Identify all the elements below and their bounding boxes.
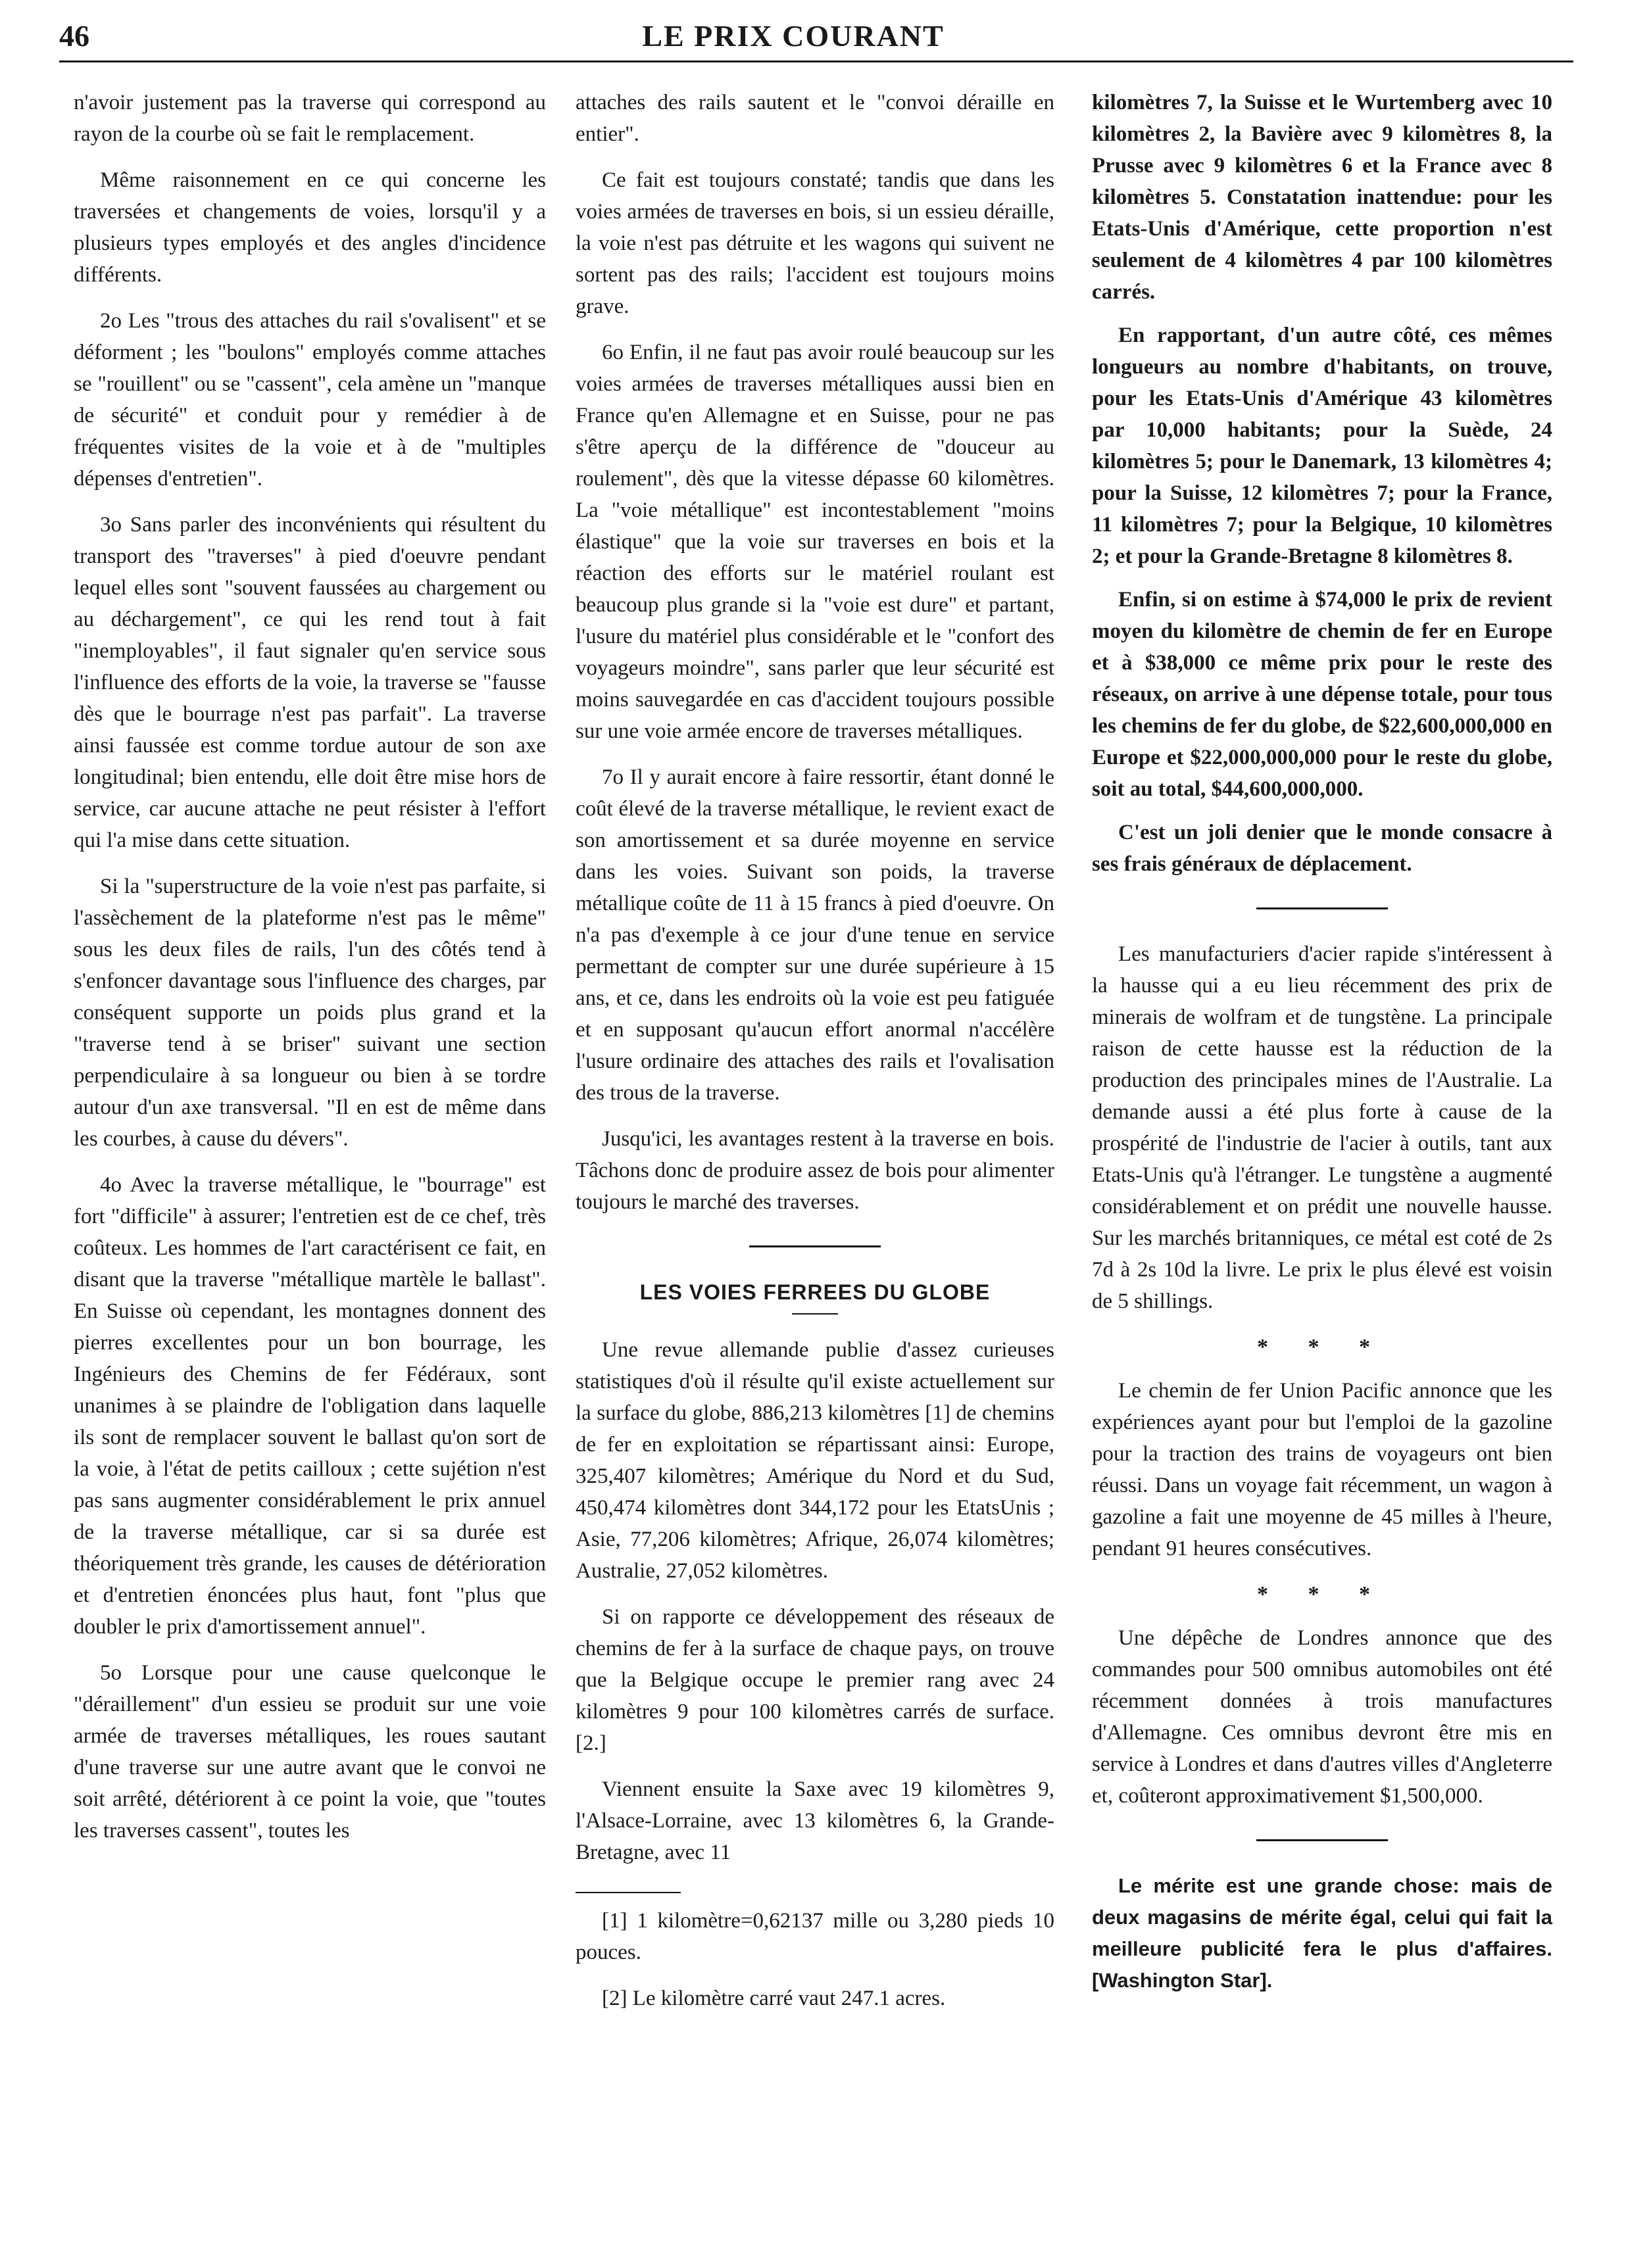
paragraph: Si la "superstructure de la voie n'est pas parfaite, si l'assèchement de la plateforme n'est pas le même" sous les deux files de rails, l'un des côtés tend à s'enfoncer davantage sous l'influence des charges, par conséquent supporte un poids plus grand et la "traverse tend à se briser" suivant une section perpendiculaire à sa longueur ou bien à se tordre autour d'un axe transversal. "Il en est de même dans les courbes, à cause du dévers".: [74, 875, 546, 1151]
railway-statistics-continued: [1092, 87, 1552, 880]
section-divider: [1256, 1839, 1388, 1841]
journal-title: LE PRIX COURANT: [642, 19, 945, 53]
paragraph: Les manufacturiers d'acier rapide s'intéressent à la hausse qui a eu lieu récemment des prix de minerais de wolfram et de tungstène. La principale raison de cette hausse est la réduction de la production des principales mines de l'Australie. La demande aussi a été plus forte à cause de la prospérité de l'industrie de l'acier à outils, tant aux Etats-Unis qu'à l'étranger. Le tungstène a augmenté considérablement et on prédit une nouvelle hausse. Sur les marchés britanniques, ce métal est coté de 2s 7d à 2s 10d la livre. Le prix le plus élevé est voisin de 5 shillings.: [1092, 942, 1552, 1313]
paragraph: 3o Sans parler des inconvénients qui résultent du transport des "traverses" à pied d'oeuvre pendant lequel elles sont "souvent faussées au chargement ou au déchargement", ce qui les rend tout à fait "inemployables", il faut signaler qu'en service sous l'influence des efforts de la voie, la traverse se "fausse dès que le bourrage n'est pas parfait". La traverse ainsi faussée est comme tordue autour de son axe longitudinal; bien entendu, elle doit être mise hors de service, car aucune attache ne peut résister à l'effort qui l'a mise dans cette situation.: [74, 513, 546, 852]
header-rule: [59, 60, 1573, 62]
separator-stars: * * *: [1257, 1582, 1387, 1606]
paragraph: kilomètres 7, la Suisse et le Wurtemberg avec 10 kilomètres 2, la Bavière avec 9 kilomètres 8, la Prusse avec 9 kilomètres 6 et la France avec 8 kilomètres 5. Constatation inattendue: pour les Etats-Unis d'Amérique, cette proportion n'est seulement de 4 kilomètres 4 par 100 kilomètres carrés.: [1092, 91, 1552, 304]
paragraph: Le chemin de fer Union Pacific annonce que les expériences ayant pour but l'emploi de la gazoline pour la traction des trains de voyageurs ont bien réussi. Dans un voyage fait récemment, un wagon à gazoline a fait une moyenne de 45 milles à l'heure, pendant 91 heures consécutives.: [1092, 1379, 1552, 1560]
paragraph: attaches des rails sautent et le "convoi déraille en entier".: [576, 91, 1054, 146]
heading-underline: [792, 1313, 838, 1315]
paragraph: Ce fait est toujours constaté; tandis que dans les voies armées de traverses en bois, si un essieu déraille, la voie n'est pas détruite et les wagons qui suivent ne sortent pas des rails; l'accident est toujours moins grave.: [576, 168, 1054, 318]
paragraph: Enfin, si on estime à $74,000 le prix de revient moyen du kilomètre de chemin de fer en Europe et à $38,000 ce même prix pour le reste des réseaux, on arrive à une dépense totale, pour tous les chemins de fer du globe, de $22,600,000,000 en Europe et $22,000,000,000 pour le reste du globe, soit au total, $44,600,000,000.: [1092, 588, 1552, 801]
paragraph: Jusqu'ici, les avantages restent à la traverse en bois. Tâchons donc de produire assez de bois pour alimenter toujours le marché des traverses.: [576, 1127, 1054, 1214]
paragraph: n'avoir justement pas la traverse qui correspond au rayon de la courbe où se fait le remplacement.: [74, 91, 546, 146]
paragraph: 6o Enfin, il ne faut pas avoir roulé beaucoup sur les voies armées de traverses métalliques aussi bien en France qu'en Allemagne et en Suisse, pour ne pas s'être aperçu de la différence de "douceur au roulement", dès que la vitesse dépasse 60 kilomètres. La "voie métallique" est incontestablement "moins élastique" que la voie sur traverses en bois et la réaction des efforts sur le matériel roulant est beaucoup plus grande si la "voie est dure" et partant, l'usure du matériel plus considérable et le "confort des voyageurs moindre", sans parler que leur sécurité est moins sauvegardée en cas d'accident toujours possible sur une voie armée encore de traverses métalliques.: [576, 341, 1054, 743]
column-3: [1092, 87, 1552, 2011]
section-divider: [1256, 907, 1388, 909]
paragraph: Une dépêche de Londres annonce que des commandes pour 500 omnibus automobiles ont été récemment données à trois manufactures d'Allemagne. Ces omnibus devront être mis en service à Londres et dans d'autres villes d'Angleterre et, coûteront approximativement $1,500,000.: [1092, 1626, 1552, 1808]
paragraph: Viennent ensuite la Saxe avec 19 kilomètres 9, l'Alsace-Lorraine, avec 13 kilomètres 6, la Grande-Bretagne, avec 11: [576, 1777, 1054, 1864]
page-header: [59, 18, 1527, 64]
paragraph: Une revue allemande publie d'assez curieuses statistiques d'où il résulte qu'il existe actuellement sur la surface du globe, 886,213 kilomètres [1] de chemins de fer en exploitation se répartissant ainsi: Europe, 325,407 kilomètres; Amérique du Nord et du Sud, 450,474 kilomètres dont 344,172 pour les EtatsUnis ; Asie, 77,206 kilomètres; Afrique, 26,074 kilomètres; Australie, 27,052 kilomètres.: [576, 1338, 1054, 1583]
footnote-divider: [576, 1892, 681, 1893]
separator-stars: * * *: [1257, 1335, 1387, 1359]
paragraph: 4o Avec la traverse métallique, le "bourrage" est fort "difficile" à assurer; l'entretien est de ce chef, très coûteux. Les hommes de l'art caractérisent ce fait, en disant que la traverse "métallique martèle le ballast". En Suisse où cependant, les montagnes donnent des pierres excellentes pour un bon bourrage, les Ingénieurs des Chemins de fer Fédéraux, sont unanimes à se plaindre de l'obligation dans laquelle ils sont de remplacer souvent le ballast qu'on sort de la voie, à l'état de petits cailloux ; cette sujétion n'est pas sans augmenter considérablement le prix annuel de la traverse métallique, car si sa durée est théoriquement très grande, les causes de détérioration et d'entretien énoncées plus haut, font "plus que doubler le prix d'amortissement annuel".: [74, 1173, 546, 1639]
paragraph: En rapportant, d'un autre côté, ces mêmes longueurs au nombre d'habitants, on trouve, pour les Etats-Unis d'Amérique 43 kilomètres par 10,000 habitants; pour la Suède, 24 kilomètres 5; pour le Danemark, 13 kilomètres 4; pour la Suisse, 12 kilomètres 7; pour la France, 11 kilomètres 7; pour la Belgique, 10 kilomètres 2; et pour la Grande-Bretagne 8 kilomètres 8.: [1092, 324, 1552, 568]
paragraph: Si on rapporte ce développement des réseaux de chemins de fer à la surface de chaque pays, on trouve que la Belgique occupe le premier rang avec 24 kilomètres 9 pour 100 kilomètres carrés de surface. [2.]: [576, 1605, 1054, 1755]
column-2: [576, 87, 1054, 2029]
paragraph: Même raisonnement en ce qui concerne les traversées et changements de voies, lorsqu'il y a plusieurs types employés et des angles d'incidence différents.: [74, 168, 546, 287]
closing-advertisement: Le mérite est une grande chose: mais de deux magasins de mérite égal, celui qui fait la meilleure publicité fera le plus d'affaires. [Washington Star].: [1092, 1874, 1552, 1992]
section-heading: LES VOIES FERREES DU GLOBE: [639, 1280, 991, 1304]
paragraph: 7o Il y aurait encore à faire ressortir, étant donné le coût élevé de la traverse métallique, le revient exact de son amortissement et sa durée moyenne en service dans les voies. Suivant son poids, la traverse métallique coûte de 11 à 15 francs à pied d'oeuvre. On n'a pas d'exemple à ce jour d'une tenue en service permettant de compter sur une durée supérieure à 15 ans, et ce, dans les endroits où la voie est peu fatiguée et en supposant qu'aucun effort anormal n'accélère l'usure ordinaire des attaches des rails et l'ovalisation des trous de la traverse.: [576, 765, 1054, 1105]
section-divider: [749, 1245, 881, 1247]
paragraph: 5o Lorsque pour une cause quelconque le "déraillement" d'un essieu se produit sur une voie armée de traverses métalliques, les roues sautant d'une traverse sur une autre avant que le convoi ne soit arrêté, détériorent à ce point la voie, que "toutes les traverses cassent", toutes les: [74, 1661, 546, 1843]
column-1: [74, 87, 546, 1861]
footnote: [1] 1 kilomètre=0,62137 mille ou 3,280 pieds 10 pouces.: [576, 1909, 1054, 1964]
footnote: [2] Le kilomètre carré vaut 247.1 acres.: [602, 1987, 946, 2010]
paragraph: C'est un joli denier que le monde consacre à ses frais généraux de déplacement.: [1092, 821, 1552, 876]
page-number: 46: [59, 19, 89, 53]
paragraph: 2o Les "trous des attaches du rail s'ovalisent" et se déforment ; les "boulons" employés comme attaches se "rouillent" ou se "cassent", cela amène un "manque de sécurité" et conduit pour y remédier à de fréquentes visites de la voie et à de "multiples dépenses d'entretien".: [74, 309, 546, 491]
